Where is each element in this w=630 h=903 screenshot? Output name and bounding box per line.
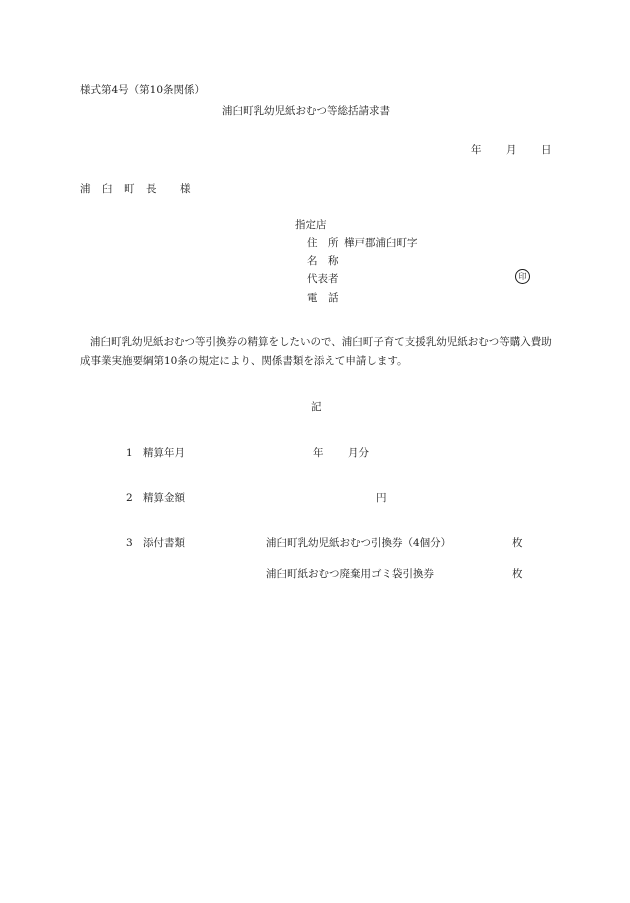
shop-name-label: 名 称 xyxy=(307,255,339,267)
shop-rep-label: 代表者 xyxy=(307,273,339,285)
request-body: 浦臼町乳幼児紙おむつ等引換券の精算をしたいので、浦臼町子育て支援乳幼児紙おむつ等購入費助成事業実施要綱第10条の規定により、関係書類を添えて申請します。 xyxy=(80,336,552,367)
item-amount-label: 精算金額 xyxy=(143,492,185,504)
shop-phone-label: 電 話 xyxy=(307,292,339,304)
shop-address-label: 住 所 xyxy=(307,237,339,249)
shop-phone-row xyxy=(307,290,344,305)
attachment-unit-1: 枚 xyxy=(512,537,523,549)
form-number: 様式第4号（第10条関係） xyxy=(80,84,206,96)
period-year-month xyxy=(313,445,369,460)
shop-address-row xyxy=(307,235,418,250)
addressee-honorific: 様 xyxy=(180,183,191,195)
item-amount xyxy=(126,490,185,505)
date-month: 月 xyxy=(506,144,517,156)
attachment-unit-2: 枚 xyxy=(512,568,523,580)
item-attachments-label: 添付書類 xyxy=(143,537,185,549)
item-attachments xyxy=(126,535,185,550)
date-year: 年 xyxy=(471,144,482,156)
item-attachments-number: 3 xyxy=(126,537,133,549)
item-period-label: 精算年月 xyxy=(143,447,185,459)
addressee xyxy=(80,181,191,196)
date-day: 日 xyxy=(541,144,552,156)
shop-header: 指定店 xyxy=(295,219,327,231)
item-period xyxy=(126,445,185,460)
period-year: 年 xyxy=(313,447,324,459)
shop-address-value: 樺戸郡浦臼町字 xyxy=(344,237,418,249)
addressee-head: 長 xyxy=(146,183,157,195)
addressee-town: 浦 xyxy=(80,183,91,195)
attachment-name-1: 浦臼町乳幼児紙おむつ引換券（4個分） xyxy=(266,537,452,549)
shop-name-row xyxy=(307,253,344,268)
shop-rep-row xyxy=(307,271,344,286)
seal-mark: 印 xyxy=(515,269,530,284)
ki-heading: 記 xyxy=(311,401,322,413)
date-line xyxy=(471,142,552,157)
item-period-number: 1 xyxy=(126,447,133,459)
period-month: 月分 xyxy=(348,447,369,459)
addressee-cho: 町 xyxy=(124,183,135,195)
addressee-usu: 臼 xyxy=(102,183,113,195)
attachment-name-2: 浦臼町紙おむつ廃棄用ゴミ袋引換券 xyxy=(266,568,434,580)
amount-unit: 円 xyxy=(376,492,387,504)
document-title: 浦臼町乳幼児紙おむつ等総括請求書 xyxy=(222,105,390,117)
item-amount-number: 2 xyxy=(126,492,133,504)
